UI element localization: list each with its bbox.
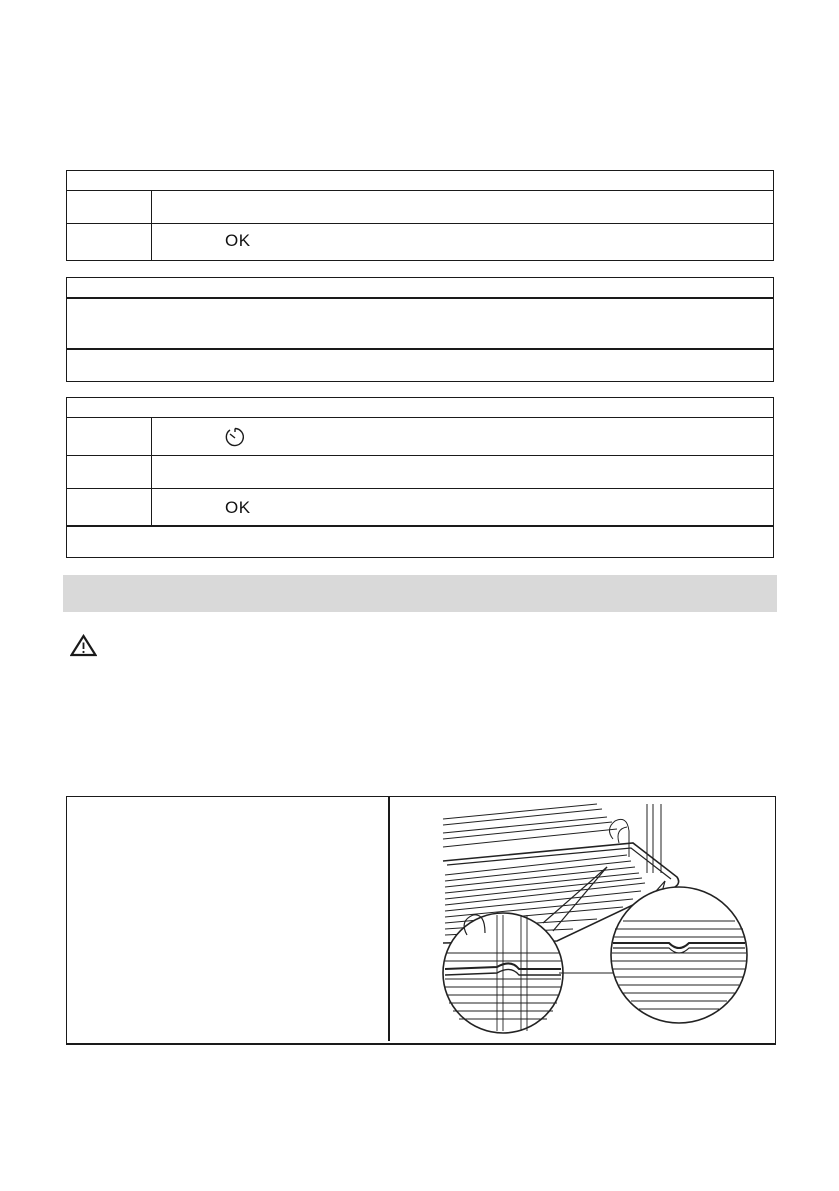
table-2-header-divider	[67, 297, 773, 299]
table-2-row-divider	[67, 348, 773, 350]
warning-triangle-icon	[70, 634, 97, 657]
table-3-row-divider-3	[67, 525, 773, 527]
table-1-row-divider	[67, 223, 773, 224]
ok-key-label: OK	[225, 498, 251, 517]
section-heading-bar	[63, 575, 777, 612]
table-3-row-divider-2	[67, 488, 773, 489]
ok-key-label: OK	[225, 231, 251, 250]
table-3-header-divider	[67, 417, 773, 418]
table-1	[66, 170, 774, 261]
table-3-column-divider	[151, 417, 152, 525]
oven-wire-shelf-illustration	[437, 803, 755, 1035]
illustration-frame	[66, 796, 776, 1045]
timer-icon	[224, 425, 246, 449]
table-3	[66, 397, 774, 558]
illustration-frame-divider	[388, 797, 390, 1041]
table-1-header-divider	[67, 190, 773, 191]
table-1-column-divider	[151, 190, 152, 260]
table-3-row-divider-1	[67, 455, 773, 456]
table-2	[66, 277, 774, 382]
